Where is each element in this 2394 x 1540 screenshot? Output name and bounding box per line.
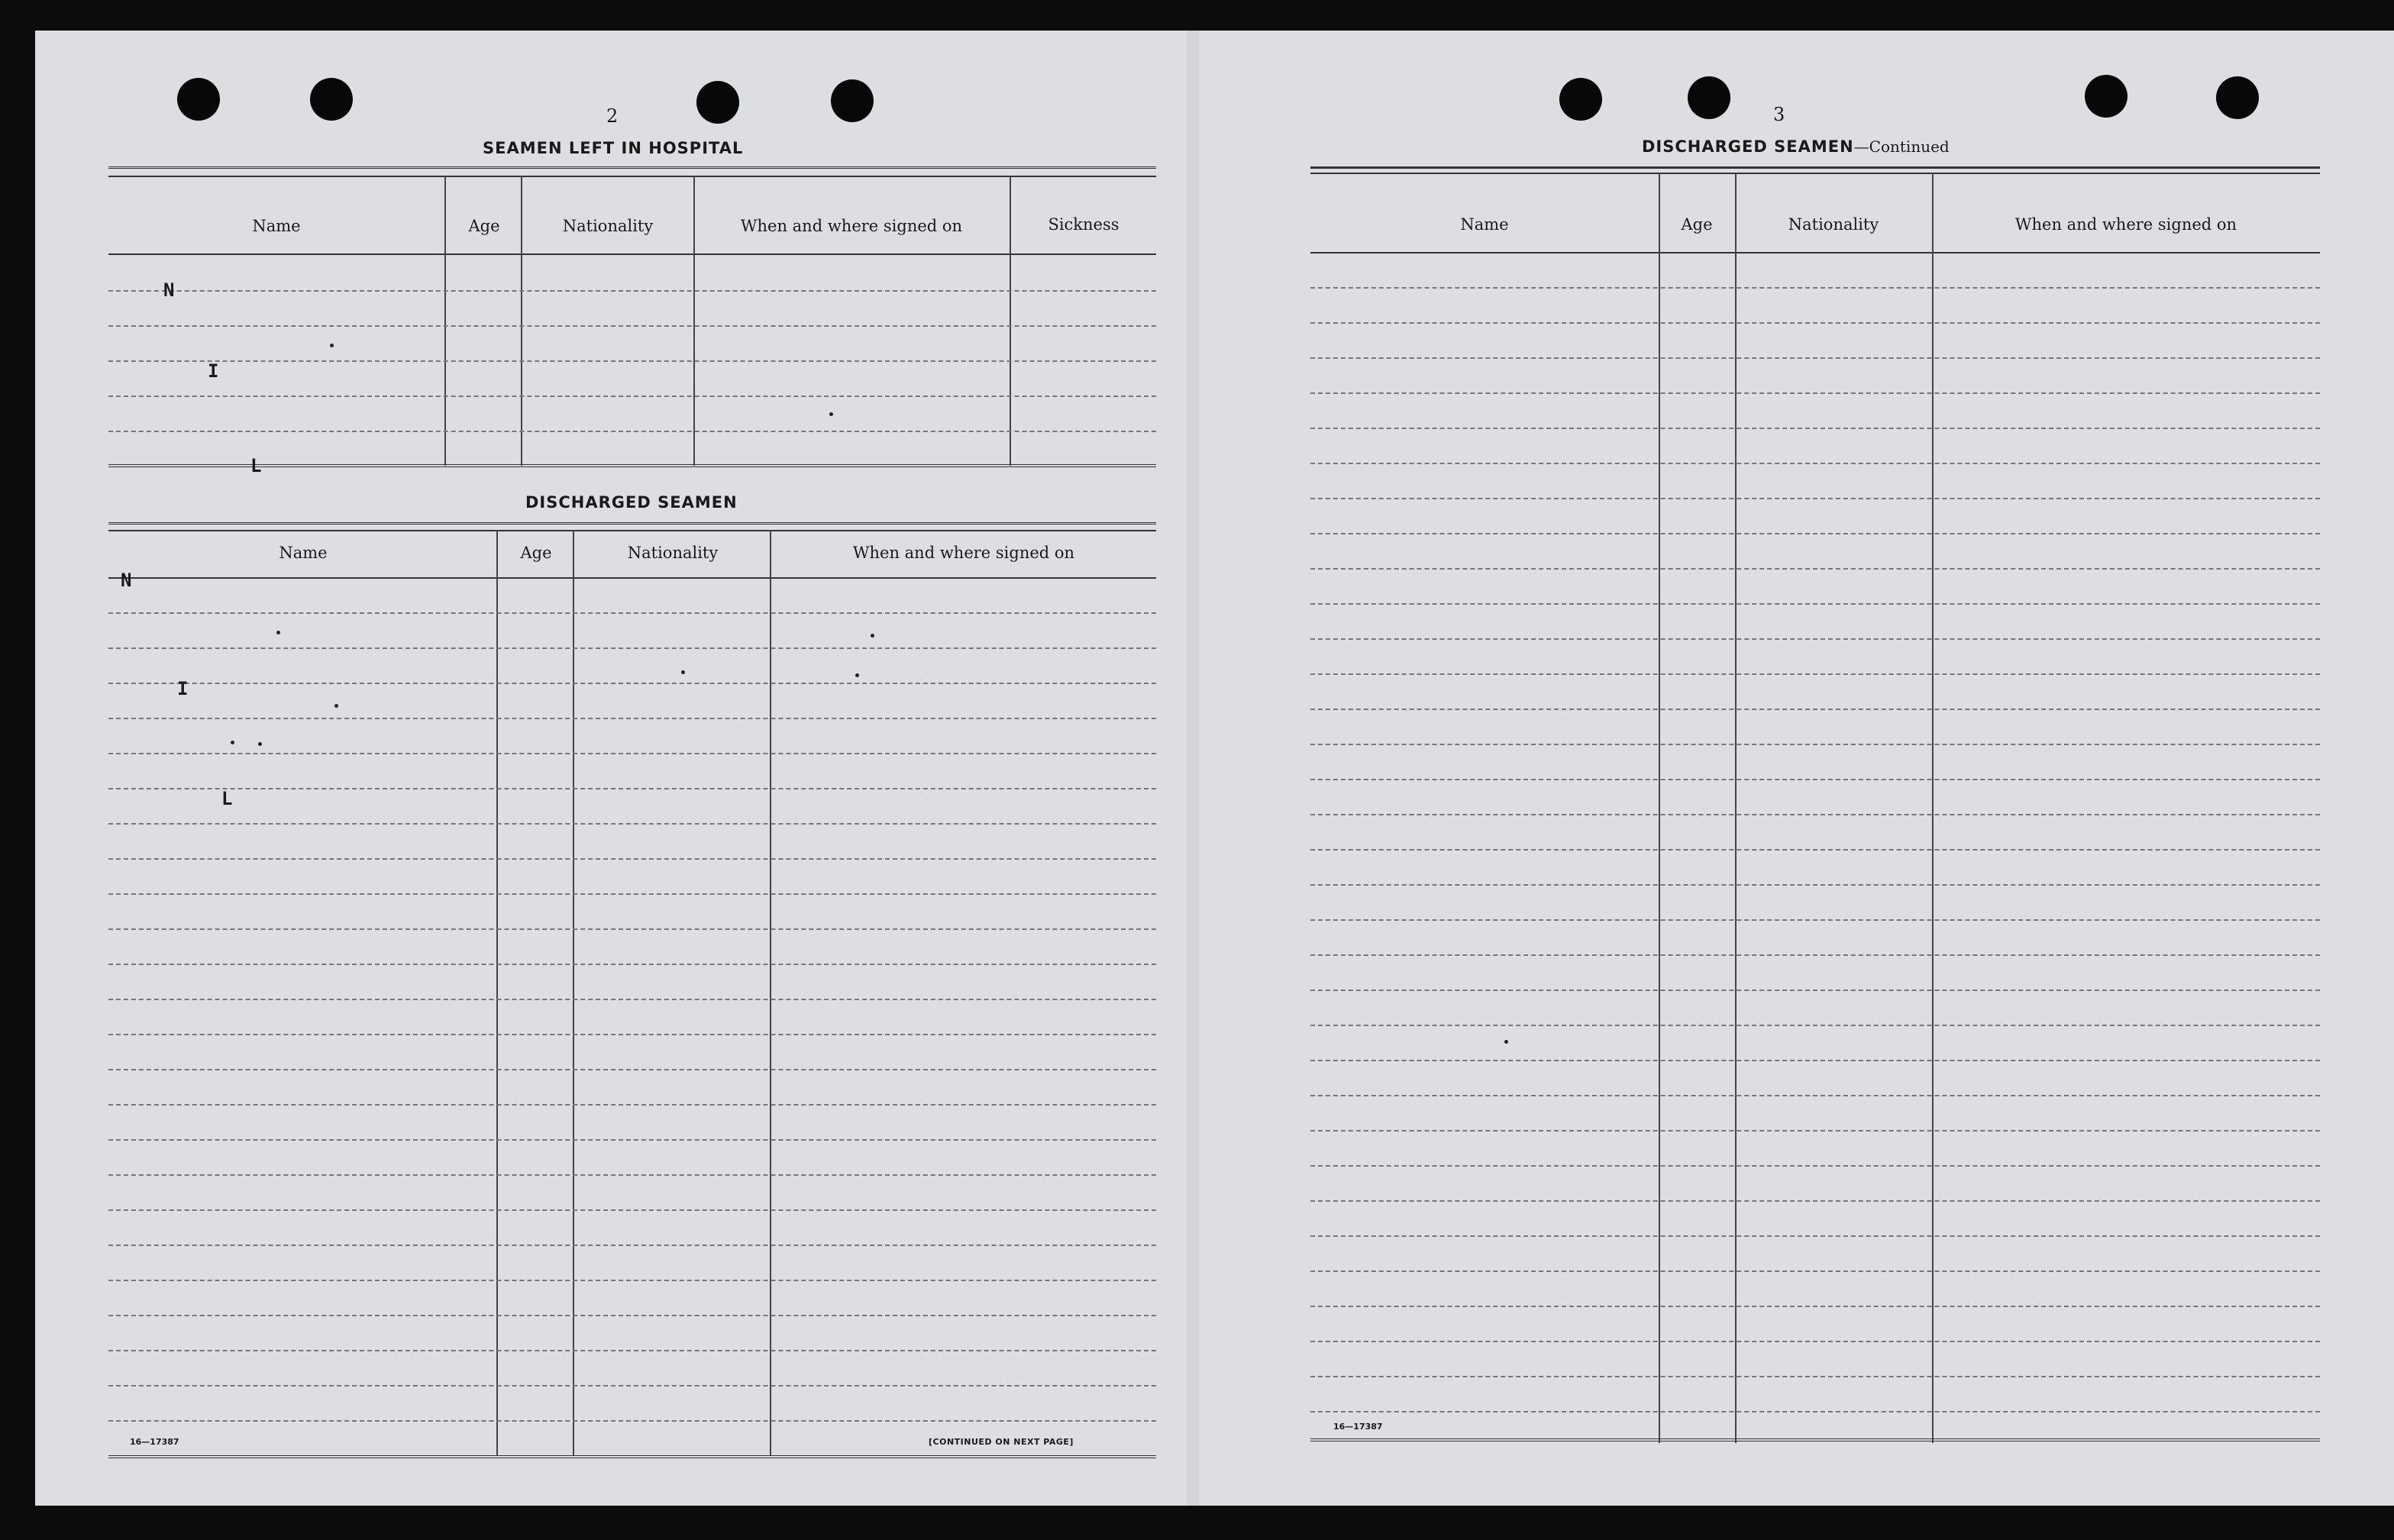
section-title-hospital: SEAMEN LEFT IN HOSPITAL (483, 139, 744, 157)
form-code: 16—17387 (130, 1437, 179, 1447)
punch-hole (831, 79, 874, 122)
section-title-discharged-continued (1642, 137, 1950, 156)
ink-speck (1504, 1040, 1508, 1044)
table-row (1310, 463, 2320, 464)
table-row (1310, 673, 2320, 675)
table-row (108, 1280, 1156, 1281)
column-header-age: Age (468, 217, 500, 235)
form-code: 16—17387 (1333, 1422, 1383, 1432)
table-row (1310, 744, 2320, 745)
continued-note: [CONTINUED ON NEXT PAGE] (929, 1437, 1074, 1447)
hospital-ledger (108, 166, 1156, 472)
column-header-nationality: Nationality (1788, 215, 1879, 234)
table-row (1310, 1306, 2320, 1307)
table-row (1310, 392, 2320, 394)
column-header-signed-on: When and where signed on (852, 544, 1075, 562)
table-row (1310, 533, 2320, 534)
column-header-nationality: Nationality (562, 217, 654, 235)
ink-speck (258, 742, 262, 746)
table-row (1310, 1025, 2320, 1026)
ink-speck (334, 704, 338, 708)
punch-hole (310, 78, 353, 121)
table-row (108, 431, 1156, 432)
table-row (108, 893, 1156, 895)
table-row (108, 1069, 1156, 1070)
column-header-name: Name (279, 544, 328, 562)
punch-hole (177, 78, 220, 121)
table-row (108, 395, 1156, 397)
nil-letter: I (208, 360, 219, 382)
column-header-age: Age (520, 544, 552, 562)
nil-letter: N (163, 279, 175, 301)
column-header-name: Name (252, 217, 301, 235)
table-row (1310, 1095, 2320, 1096)
nil-letter: N (121, 570, 132, 591)
ink-speck (276, 631, 280, 634)
column-header-signed-on: When and where signed on (2014, 215, 2237, 234)
section-title-text: DISCHARGED SEAMEN (1642, 137, 1854, 156)
table-row (1310, 498, 2320, 499)
table-row (108, 1245, 1156, 1246)
column-header-age: Age (1681, 215, 1713, 234)
table-row (108, 753, 1156, 754)
table-row (1310, 814, 2320, 815)
table-row (1310, 1270, 2320, 1272)
table-row (108, 1420, 1156, 1422)
table-row (108, 823, 1156, 825)
table-row (1310, 1411, 2320, 1412)
table-row (108, 612, 1156, 614)
discharged-continued-ledger (1310, 166, 2320, 1446)
table-row (108, 1104, 1156, 1106)
table-row (1310, 1235, 2320, 1237)
table-row (1310, 603, 2320, 605)
nil-letter: L (250, 455, 262, 476)
table-row (1310, 357, 2320, 359)
table-row (1310, 428, 2320, 429)
table-row (1310, 1130, 2320, 1132)
table-row (108, 788, 1156, 789)
table-row (108, 1350, 1156, 1351)
table-row (1310, 919, 2320, 921)
table-row (108, 1209, 1156, 1211)
punch-hole (696, 81, 739, 124)
table-row (108, 928, 1156, 930)
scanned-document (35, 31, 2394, 1506)
table-row (1310, 1200, 2320, 1202)
page-number: 3 (1773, 104, 1785, 125)
punch-hole (1688, 76, 1730, 119)
table-row (1310, 568, 2320, 570)
table-row (1310, 1060, 2320, 1061)
table-row (1310, 322, 2320, 324)
table-row (108, 1385, 1156, 1387)
table-row (1310, 1341, 2320, 1342)
punch-hole (2216, 76, 2259, 119)
ink-speck (855, 673, 859, 677)
punch-hole (2085, 75, 2127, 118)
table-row (108, 360, 1156, 362)
section-title-discharged: DISCHARGED SEAMEN (525, 493, 738, 512)
ink-speck (829, 412, 833, 416)
table-row (1310, 638, 2320, 640)
discharged-ledger (108, 522, 1156, 1466)
table-row (1310, 954, 2320, 956)
ink-speck (231, 741, 234, 744)
page-number: 2 (606, 105, 619, 127)
table-row (108, 718, 1156, 719)
table-row (108, 290, 1156, 292)
left-page (35, 31, 1188, 1506)
nil-letter: L (221, 788, 233, 809)
table-row (108, 325, 1156, 327)
ink-speck (681, 670, 685, 674)
ink-speck (330, 344, 334, 347)
table-row (108, 1034, 1156, 1035)
ink-speck (871, 634, 874, 638)
table-row (1310, 779, 2320, 780)
table-row (108, 683, 1156, 684)
table-row (1310, 849, 2320, 851)
table-row (1310, 287, 2320, 289)
table-row (1310, 884, 2320, 886)
table-row (108, 964, 1156, 965)
column-header-nationality: Nationality (627, 544, 719, 562)
table-row (108, 1315, 1156, 1316)
column-header-signed-on: When and where signed on (740, 217, 963, 235)
page-gutter (1187, 31, 1199, 1506)
table-row (1310, 990, 2320, 991)
nil-letter: I (177, 678, 189, 699)
table-row (108, 858, 1156, 860)
column-header-name: Name (1460, 215, 1509, 234)
table-row (1310, 1376, 2320, 1377)
table-row (108, 1139, 1156, 1141)
right-page (1199, 31, 2394, 1506)
table-row (108, 1174, 1156, 1176)
column-header-sickness: Sickness (1048, 215, 1119, 234)
table-row (108, 999, 1156, 1000)
table-row (108, 647, 1156, 649)
table-row (1310, 709, 2320, 710)
table-row (1310, 1165, 2320, 1167)
punch-hole (1559, 78, 1602, 121)
section-title-suffix: —Continued (1853, 137, 1950, 156)
